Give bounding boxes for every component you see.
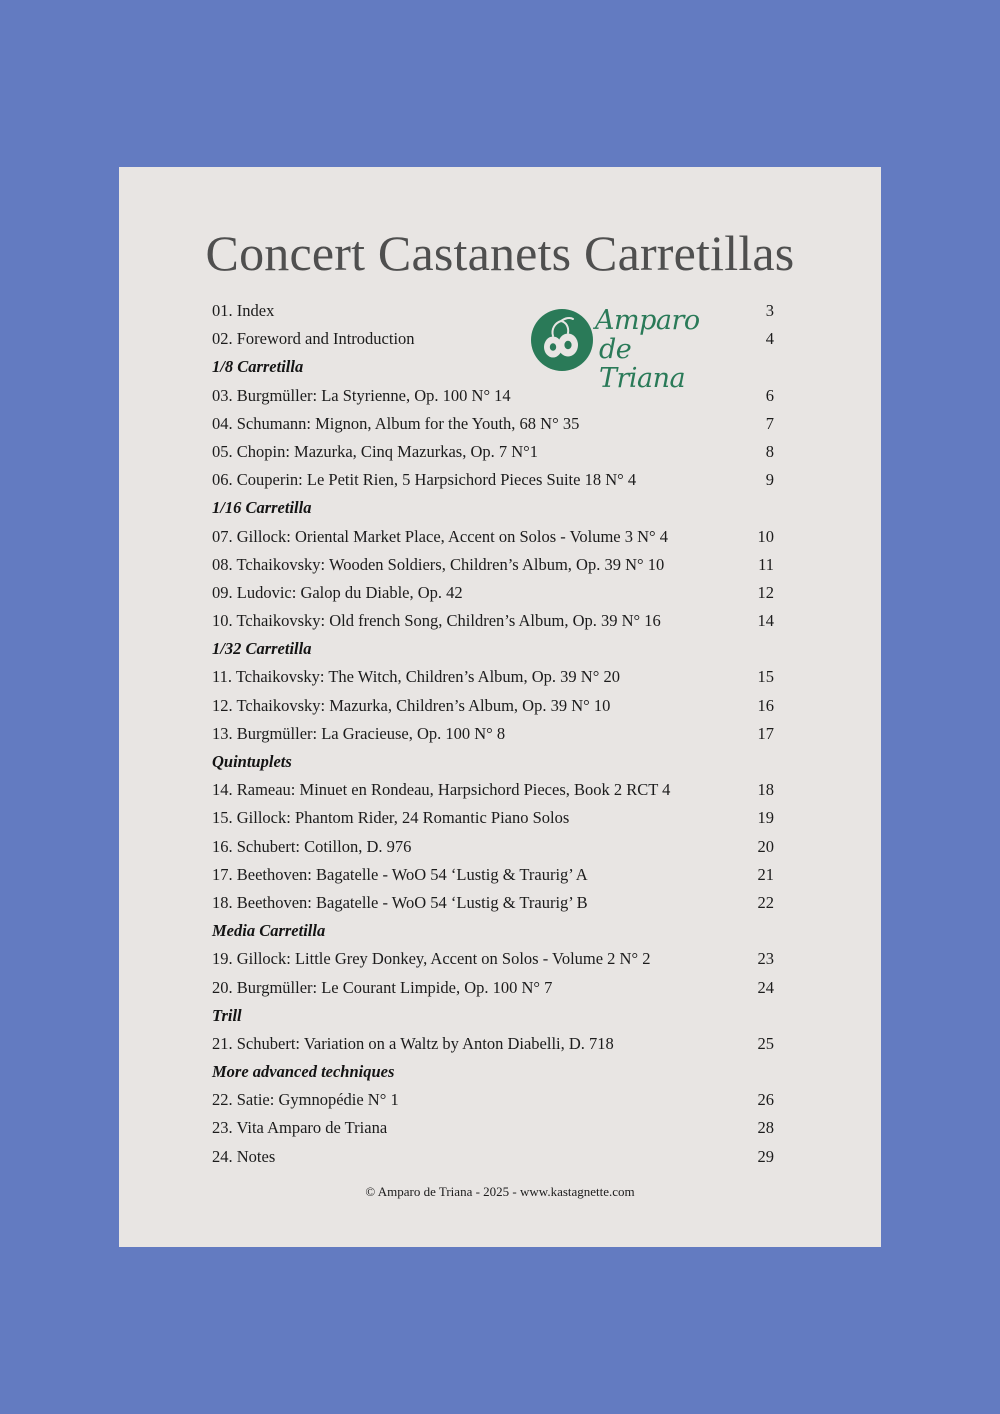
- toc-page-number: 3: [765, 301, 774, 320]
- toc-page-number: 22: [757, 892, 774, 912]
- toc-page-number: 26: [757, 1090, 774, 1110]
- toc-entry-title: 10. Tchaikovsky: Old french Song, Children’s Album, Op. 39 N° 16: [212, 611, 661, 631]
- toc-page-number: 18: [757, 780, 774, 800]
- toc-entry: [212, 466, 780, 494]
- toc-section-label: 1/16 Carretilla: [212, 498, 312, 518]
- toc-entry: [212, 663, 780, 691]
- toc-page-number: 25: [757, 1033, 774, 1053]
- toc-entry: [212, 1030, 780, 1058]
- toc-entry: [212, 1114, 780, 1142]
- toc-page-number: 6: [765, 385, 774, 405]
- logo-line-2: de Triana: [599, 334, 686, 394]
- toc-entry: [212, 804, 780, 832]
- toc-entry: [212, 692, 780, 720]
- amparo-de-triana-logo: [531, 305, 711, 394]
- toc-entry: [212, 776, 780, 804]
- castanets-icon: [531, 309, 593, 371]
- toc-entry-title: 01. Index: [212, 301, 275, 320]
- page-title: Concert Castanets Carretillas: [205, 225, 795, 281]
- table-of-contents: [212, 297, 780, 1171]
- toc-entry-title: 13. Burgmüller: La Gracieuse, Op. 100 N° 8: [212, 723, 506, 743]
- toc-page-number: 21: [757, 864, 774, 884]
- toc-entry-title: 04. Schumann: Mignon, Album for the Youth, 68 N° 35: [212, 413, 580, 433]
- toc-entry-title: 11. Tchaikovsky: The Witch, Children’s Album, Op. 39 N° 20: [212, 667, 620, 687]
- toc-page-number: 11: [758, 554, 774, 574]
- toc-page-number: 23: [757, 949, 774, 969]
- toc-page-number: 10: [757, 526, 774, 546]
- toc-entry-title: 03. Burgmüller: La Styrienne, Op. 100 N° 14: [212, 385, 511, 405]
- toc-section-label: More advanced techniques: [212, 1062, 395, 1082]
- logo-line-1: Amparo: [595, 305, 700, 336]
- toc-entry: [212, 1143, 780, 1171]
- toc-page-number: 12: [757, 582, 774, 602]
- toc-entry: [212, 833, 780, 861]
- toc-page-number: 15: [757, 667, 774, 687]
- toc-entry-title: 21. Schubert: Variation on a Waltz by Anton Diabelli, D. 718: [212, 1033, 614, 1053]
- toc-page-number: 17: [757, 723, 774, 743]
- toc-entry: [212, 720, 780, 748]
- toc-entry: [212, 861, 780, 889]
- toc-page-number: 8: [765, 441, 774, 461]
- toc-entry-title: 23. Vita Amparo de Triana: [212, 1118, 388, 1138]
- toc-page-number: 29: [757, 1146, 774, 1166]
- toc-section-label: Media Carretilla: [212, 921, 326, 941]
- toc-page-number: 16: [757, 695, 774, 715]
- toc-page-number: 28: [757, 1118, 774, 1138]
- toc-page-number: 19: [757, 808, 774, 828]
- toc-entry-title: 14. Rameau: Minuet en Rondeau, Harpsichord Pieces, Book 2 RCT 4: [212, 780, 671, 800]
- toc-entry-title: 20. Burgmüller: Le Courant Limpide, Op. 100 N° 7: [212, 977, 553, 997]
- toc-entry-title: 15. Gillock: Phantom Rider, 24 Romantic Piano Solos: [212, 808, 570, 828]
- toc-entry-title: 02. Foreword and Introduction: [212, 329, 415, 349]
- toc-entry: [212, 1086, 780, 1114]
- toc-section-heading: [212, 494, 780, 522]
- toc-entry: [212, 523, 780, 551]
- toc-entry: [212, 579, 780, 607]
- toc-page-number: 4: [765, 329, 774, 349]
- toc-section-heading: [212, 917, 780, 945]
- toc-entry-title: 06. Couperin: Le Petit Rien, 5 Harpsichord Pieces Suite 18 N° 4: [212, 470, 637, 490]
- toc-entry: [212, 607, 780, 635]
- toc-page-number: 9: [765, 470, 774, 490]
- toc-section-heading: [212, 1002, 780, 1030]
- toc-section-label: 1/32 Carretilla: [212, 639, 312, 659]
- toc-entry-title: 07. Gillock: Oriental Market Place, Accent on Solos - Volume 3 N° 4: [212, 526, 668, 546]
- toc-page-number: 14: [757, 611, 774, 631]
- toc-page-number: 20: [757, 836, 774, 856]
- toc-entry-title: 09. Ludovic: Galop du Diable, Op. 42: [212, 582, 463, 602]
- copyright-footer: © Amparo de Triana - 2025 - www.kastagnette.com: [365, 1184, 635, 1199]
- toc-section-label: 1/8 Carretilla: [212, 357, 304, 377]
- toc-entry: [212, 438, 780, 466]
- toc-entry: [212, 974, 780, 1002]
- toc-entry-title: 16. Schubert: Cotillon, D. 976: [212, 836, 412, 856]
- toc-section-label: Trill: [212, 1005, 242, 1025]
- toc-section-label: Quintuplets: [212, 752, 292, 771]
- toc-entry: [212, 410, 780, 438]
- toc-page-number: 7: [765, 413, 774, 433]
- toc-section-heading: [212, 1058, 780, 1086]
- toc-entry-title: 12. Tchaikovsky: Mazurka, Children’s Album, Op. 39 N° 10: [212, 695, 611, 715]
- toc-page-number: 24: [757, 977, 774, 997]
- toc-section-heading: [212, 748, 780, 776]
- toc-entry-title: 24. Notes: [212, 1146, 276, 1166]
- toc-entry-title: 05. Chopin: Mazurka, Cinq Mazurkas, Op. 7 N°1: [212, 441, 539, 461]
- toc-entry: [212, 551, 780, 579]
- toc-entry: [212, 945, 780, 973]
- toc-section-heading: [212, 635, 780, 663]
- toc-entry-title: 08. Tchaikovsky: Wooden Soldiers, Children’s Album, Op. 39 N° 10: [212, 554, 665, 574]
- toc-entry-title: 17. Beethoven: Bagatelle - WoO 54 ‘Lustig & Traurig’ A: [212, 864, 588, 884]
- logo-wordmark: [595, 306, 711, 393]
- toc-entry-title: 18. Beethoven: Bagatelle - WoO 54 ‘Lustig & Traurig’ B: [212, 892, 588, 912]
- toc-entry: [212, 889, 780, 917]
- toc-entry-title: 19. Gillock: Little Grey Donkey, Accent on Solos - Volume 2 N° 2: [212, 949, 651, 969]
- toc-entry-title: 22. Satie: Gymnopédie N° 1: [212, 1090, 399, 1110]
